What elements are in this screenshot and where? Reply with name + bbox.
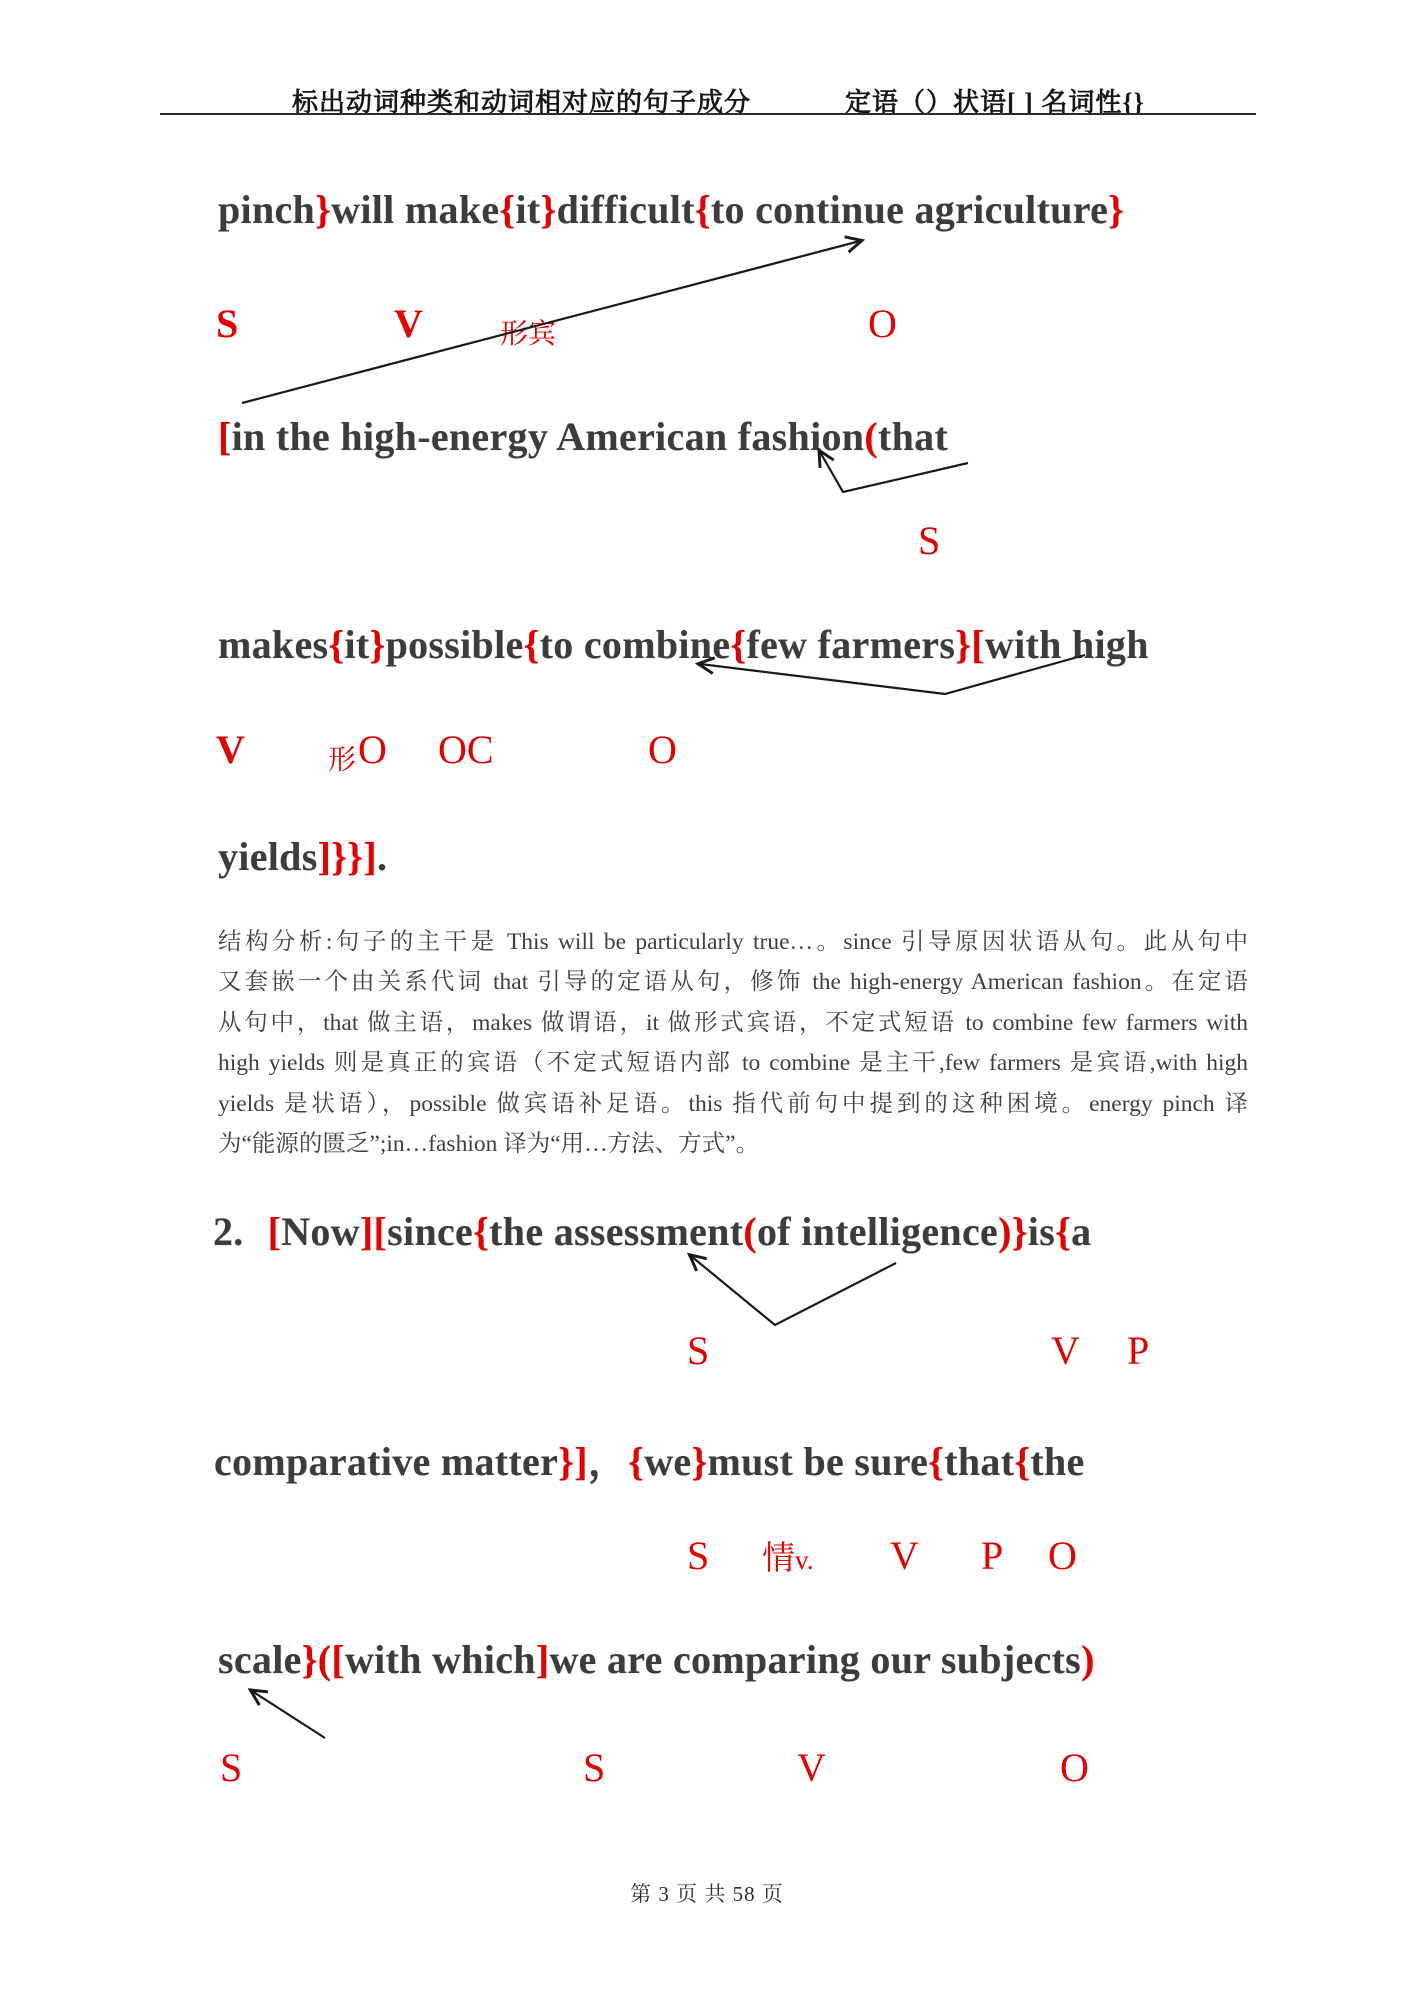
explanation-line: 从句中，that 做主语，makes 做谓语，it 做形式宾语，不定式短语 to combine few farmers with (218, 1009, 1248, 1036)
sentence1-line3: makes{it}possible{to combine{few farmers}[with high (218, 622, 1149, 667)
label-subject: S (216, 301, 239, 346)
explanation-line: yields 是状语），possible 做宾语补足语。this 指代前句中提到的这种困境。energy pinch 译 (218, 1090, 1248, 1117)
sentence1-line1: pinch}will make{it}difficult{to continue agriculture} (218, 187, 1125, 232)
label-xing: 形 (328, 745, 357, 776)
label-object-complement: OC (438, 727, 494, 772)
label-object: O (868, 301, 897, 346)
sentence1-line2: [in the high-energy American fashion(that (218, 414, 949, 459)
label-predicative2: P (981, 1533, 1004, 1578)
page-number: 第 3 页 共 58 页 (630, 1882, 784, 1906)
label-object: O (1048, 1533, 1077, 1578)
label-object2: O (1060, 1745, 1089, 1790)
label-verb: V (1051, 1328, 1080, 1373)
label-verb2: V (216, 727, 245, 772)
sentence2-line3: scale}([with which]we are comparing our subjects) (218, 1637, 1095, 1682)
label-real-object: O (648, 727, 677, 772)
label-subject3: S (220, 1745, 243, 1790)
label-verb3: V (797, 1745, 826, 1790)
label-subject4: S (583, 1745, 606, 1790)
label-modal-verb: 情v. (762, 1541, 814, 1577)
label-subject: S (687, 1328, 710, 1373)
label-verb: V (394, 301, 423, 346)
label-formal-object: O (358, 727, 387, 772)
sentence1-line4: yields]}}]. (218, 834, 388, 879)
header-rule (160, 113, 1256, 115)
label-verb2: V (890, 1533, 919, 1578)
structure-explanation (218, 922, 1248, 1164)
explanation-line: 为“能源的匮乏”;in…fashion 译为“用…方法、方式”。 (218, 1131, 760, 1158)
explanation-line: 又套嵌一个由关系代词 that 引导的定语从句，修饰 the high-energy American fashion。在定语 (218, 969, 1248, 996)
label-xingbin: 形宾 (500, 319, 557, 350)
header-right-label: 定语（）状语[ ] 名词性{} (845, 88, 1145, 117)
label-subject-clause: S (918, 518, 941, 563)
sentence2-line1: 2. [Now][since{the assessment(of intelligence)}is{a (213, 1209, 1092, 1254)
header-left-label: 标出动词种类和动词相对应的句子成分 (292, 88, 752, 117)
label-predicative: P (1127, 1328, 1150, 1373)
sentence2-line2: comparative matter}]，{we}must be sure{that{the (214, 1439, 1085, 1484)
explanation-line: 结构分析:句子的主干是 This will be particularly true…。since 引导原因状语从句。此从句中 (218, 929, 1248, 955)
arrow-to-scale (252, 1691, 325, 1738)
arrow-of-to-assessment (691, 1256, 896, 1325)
explanation-line: high yields 则是真正的宾语（不定式短语内部 to combine 是主干,few farmers 是宾语,with high (218, 1050, 1248, 1077)
label-subject2: S (687, 1533, 710, 1578)
